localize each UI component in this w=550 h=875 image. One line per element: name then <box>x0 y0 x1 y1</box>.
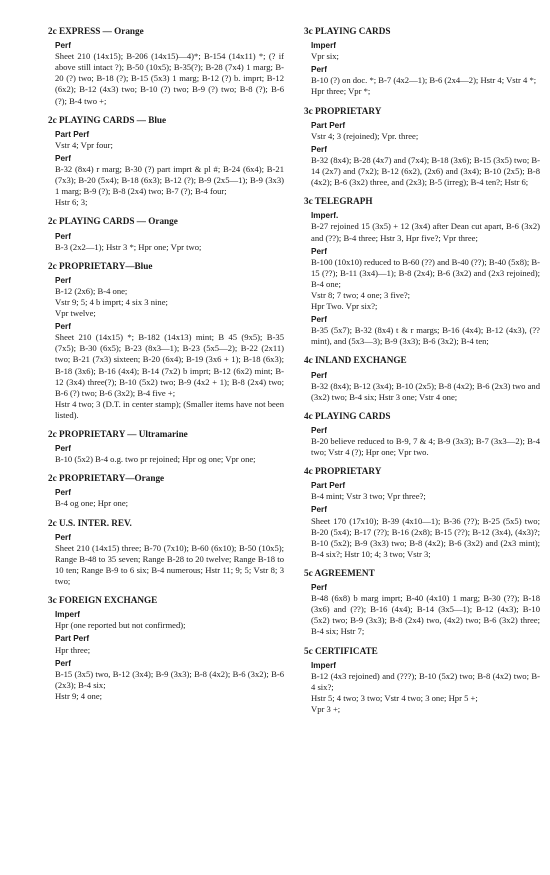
section-label: Perf <box>311 425 327 435</box>
section-text: B-27 rejoined 15 (3x5) + 12 (3x4) after Dean cut apart, B-6 (3x2) and (??); B-4 three; Hstr 3, Hpr five?; Vpr three; <box>311 221 540 243</box>
entry-title: 4c PLAYING CARDS <box>304 410 391 421</box>
section-label: Imperf <box>55 610 81 620</box>
listing-entry <box>48 26 284 107</box>
section-label: Perf <box>311 370 327 380</box>
section-text: B-12 (4x3 rejoined) and (???); B-10 (5x2) two; B-8 (4x2) two; B-4 six?; Hstr 5; 4 two; 3 two; Vstr 4 two; 3 one; Hpr 5 +; Vpr 3 +; <box>311 670 540 714</box>
section-label: Perf <box>55 658 71 668</box>
section-label: Part Perf <box>55 634 90 644</box>
section-text: B-32 (8x4); B-12 (3x4); B-10 (2x5); B-8 (4x2); B-6 (2x3) two and (3x2) two; B-4 six; Hstr 3 one; Vstr 4 one; <box>311 380 540 402</box>
listing-entry <box>48 429 284 465</box>
section-text: B-100 (10x10) reduced to B-60 (??) and B-40 (??); B-40 (5x8); B-15 (??); B-11 (3x4)—1); B-8 (2x4); B-6 (3x2) and (2x3 rejoined); B-4 one; Vstr 8; 7 two; 4 one; 3 five?; Hpr Two. Vpr six?; <box>311 256 540 312</box>
section-text: Sheet 210 (14x15) three; B-70 (7x10); B-60 (6x10); B-50 (10x5); Range B-48 to 35 seven; Range B-28 to 20 twelve; Range B-18 to 10 ten; Range B-9 to 6 six; B-4 numerous; Hstr 11; 9; 5; Vstr 8; 3 two; <box>55 542 284 587</box>
section-label: Perf <box>311 505 327 515</box>
section-text: B-3 (2x2—1); Hstr 3 *; Hpr one; Vpr two; <box>55 241 202 252</box>
section-label: Perf <box>55 444 71 454</box>
entry-title: 3c TELEGRAPH <box>304 196 373 207</box>
section-text: B-12 (2x6); B-4 one; Vstr 9; 5; 4 b imprt; 4 six 3 nine; Vpr twelve; <box>55 285 168 319</box>
section-label: Perf <box>311 315 327 325</box>
section-label: Perf <box>311 65 327 75</box>
entry-title: 4c PROPRIETARY <box>304 466 382 477</box>
entry-title: 5c CERTIFICATE <box>304 645 378 656</box>
section-label: Part Perf <box>311 120 346 130</box>
listing-entry <box>48 216 284 252</box>
section-text: B-48 (6x8) b marg imprt; B-40 (4x10) 1 marg; B-30 (??); B-18 (3x6) and (??); B-16 (4x4); B-14 (3x5—1); B-12 (4x3); B-10 (5x2) two; B-9 (3x3); B-8 (2x4) two, (4x2) two; B-6 (3x2) three; B-4 six; Hstr 7; <box>311 593 540 637</box>
section-label: Perf <box>311 144 327 154</box>
listing-entry <box>304 196 540 347</box>
section-label: Part Perf <box>55 129 90 139</box>
entry-title: 2c PROPRIETARY—Blue <box>48 260 153 271</box>
entry-title: 2c PLAYING CARDS — Blue <box>48 114 167 125</box>
section-label: Perf <box>55 41 71 51</box>
section-text: B-32 (8x4) r marg; B-30 (?) part imprt & pl #; B-24 (6x4); B-21 (7x3); B-20 (5x4); B-18 (6x3); B-12 (?); B-9 (2x5—1); B-9 (3x3) 1 marg; B-9 (?); B-8 (2x4) two; B-7 (?); B-4 four; Hstr 6; 3; <box>55 164 284 208</box>
section-label: Perf <box>311 583 327 593</box>
section-label: Perf <box>55 488 71 498</box>
entry-title: 3c PLAYING CARDS <box>304 26 391 36</box>
section-text: Sheet 210 (14x15) *; B-182 (14x13) mint; B 45 (9x5); B-35 (7x5); B-30 (6x5); B-23 (8x3—1); B-23 (5x5—2); B-22 (2x11) two; B-21 (7x3) sixteen; B-20 (6x4); B-19 (3x6 + 1); B-18 (6x3); B-18 (3x6); B-16 (4x4); B-14 (7x2) b imprt; B-12 (6x2) mint; B-12 (3x4) three(?); B-10 (5x2) two; B-9 (4x2 + 1); B-8 (2x4) two; B-6 (?) two; B-6 (3x2); B-4 five +; Hstr 4 two; 3 (D.T. in center stamp); (Smaller items have not been listed). <box>55 332 284 420</box>
section-text: B-15 (3x5) two, B-12 (3x4); B-9 (3x3); B-8 (4x2); B-6 (3x2); B-6 (2x3); B-4 six; Hstr 9; 4 one; <box>55 668 284 701</box>
section-label: Perf <box>311 246 327 256</box>
listing-entry <box>48 518 284 588</box>
right-column <box>304 26 540 723</box>
section-label: Perf <box>55 153 71 163</box>
listing-entry <box>304 411 540 458</box>
section-label: Imperf <box>311 660 337 670</box>
entry-title: 3c FOREIGN EXCHANGE <box>48 595 158 606</box>
left-column <box>48 26 284 710</box>
listing-entry <box>304 568 540 638</box>
section-label: Part Perf <box>311 481 346 491</box>
section-text: B-35 (5x7); B-32 (8x4) t & r margs; B-16 (4x4); B-12 (4x3), (?? mint), and (5x3—3); B-9 (3x3); B-6 (3x2); B-4 ten; <box>311 325 540 347</box>
listing-entry <box>304 26 540 98</box>
entry-title: 4c INLAND EXCHANGE <box>304 355 407 366</box>
listing-entry <box>48 261 284 421</box>
section-label: Perf <box>55 275 71 285</box>
entry-title: 2c PLAYING CARDS — Orange <box>48 216 178 227</box>
section-label: Perf <box>55 322 71 332</box>
section-text: B-4 og one; Hpr one; <box>55 498 129 509</box>
section-text: Hpr (one reported but not confirmed); <box>55 620 186 631</box>
entry-title: 5c AGREEMENT <box>304 567 375 578</box>
entry-title: 2c PROPRIETARY—Orange <box>48 473 165 484</box>
section-label: Perf <box>55 532 71 542</box>
section-text: Vpr six; <box>311 51 339 62</box>
section-text: B-20 believe reduced to B-9, 7 & 4; B-9 (3x3); B-7 (3x3—2); B-4 two; Vstr 4 (?); Hpr one; Vpr two. <box>311 436 540 458</box>
section-label: Imperf <box>311 41 337 51</box>
entry-title: 2c U.S. INTER. REV. <box>48 517 132 528</box>
listing-entry <box>304 106 540 189</box>
section-text: B-32 (8x4); B-28 (4x7) and (7x4); B-18 (3x6); B-15 (3x5) two; B-14 (2x7) and (7x2); B-12 (6x2), (2x6) and (3x4); B-10 (2x5); B-8 (4x2); B-6 (3x2) three, and (2x3); B-5 (irreg); B-4 ten?; Hstr 6; <box>311 154 540 188</box>
listing-entry <box>48 115 284 209</box>
section-text: B-10 (5x2) B-4 o.g. two pr rejoined; Hpr og one; Vpr one; <box>55 454 256 465</box>
section-text: Sheet 170 (17x10); B-39 (4x10—1); B-36 (??); B-25 (5x5) two; B-20 (5x4); B-17 (??); B-16 (2x8); B-15 (??); B-12 (3x4), (4x3)?; B-10 (5x2); B-9 (3x3) two; B-8 (4x2); B-6 (3x2) and (2x3 mint); B-4 six?; Hstr 10; 4; 3 two; Vstr 3; <box>311 515 540 559</box>
listing-entry <box>304 646 540 716</box>
listing-entry <box>304 355 540 402</box>
section-text: Hpr three; <box>55 644 91 655</box>
section-text: Vstr 4; 3 (rejoined); Vpr. three; <box>311 130 419 141</box>
listing-entry <box>304 466 540 560</box>
entry-title: 2c EXPRESS — Orange <box>48 26 144 36</box>
section-text: Sheet 210 (14x15); B-206 (14x15)—4)*; B-154 (14x11) *; (? if above still intact ?); B-50 (10x5); B-35(?); B-28 (7x4) 1 marg; B-20 (?) two; B-18 (?); B-15 (5x3) 1 marg; B-12 (?) b. imprt; B-12 (6x2); B-12 (4x3) two; B-10 (?) two; B-9 (?) two; B-8 (?); B-6 (?); B-4 two +; <box>55 51 284 106</box>
section-label: Imperf. <box>311 211 339 221</box>
section-label: Perf <box>55 231 71 241</box>
entry-title: 2c PROPRIETARY — Ultramarine <box>48 429 188 439</box>
section-text: B-10 (?) on doc. *; B-7 (4x2—1); B-6 (2x4—2); Hstr 4; Vstr 4 *; Hpr three; Vpr *; <box>311 75 537 97</box>
section-text: B-4 mint; Vstr 3 two; Vpr three?; <box>311 491 426 502</box>
listing-entry <box>48 473 284 509</box>
section-text: Vstr 4; Vpr four; <box>55 139 113 150</box>
entry-title: 3c PROPRIETARY <box>304 105 382 116</box>
listing-entry <box>48 595 284 702</box>
